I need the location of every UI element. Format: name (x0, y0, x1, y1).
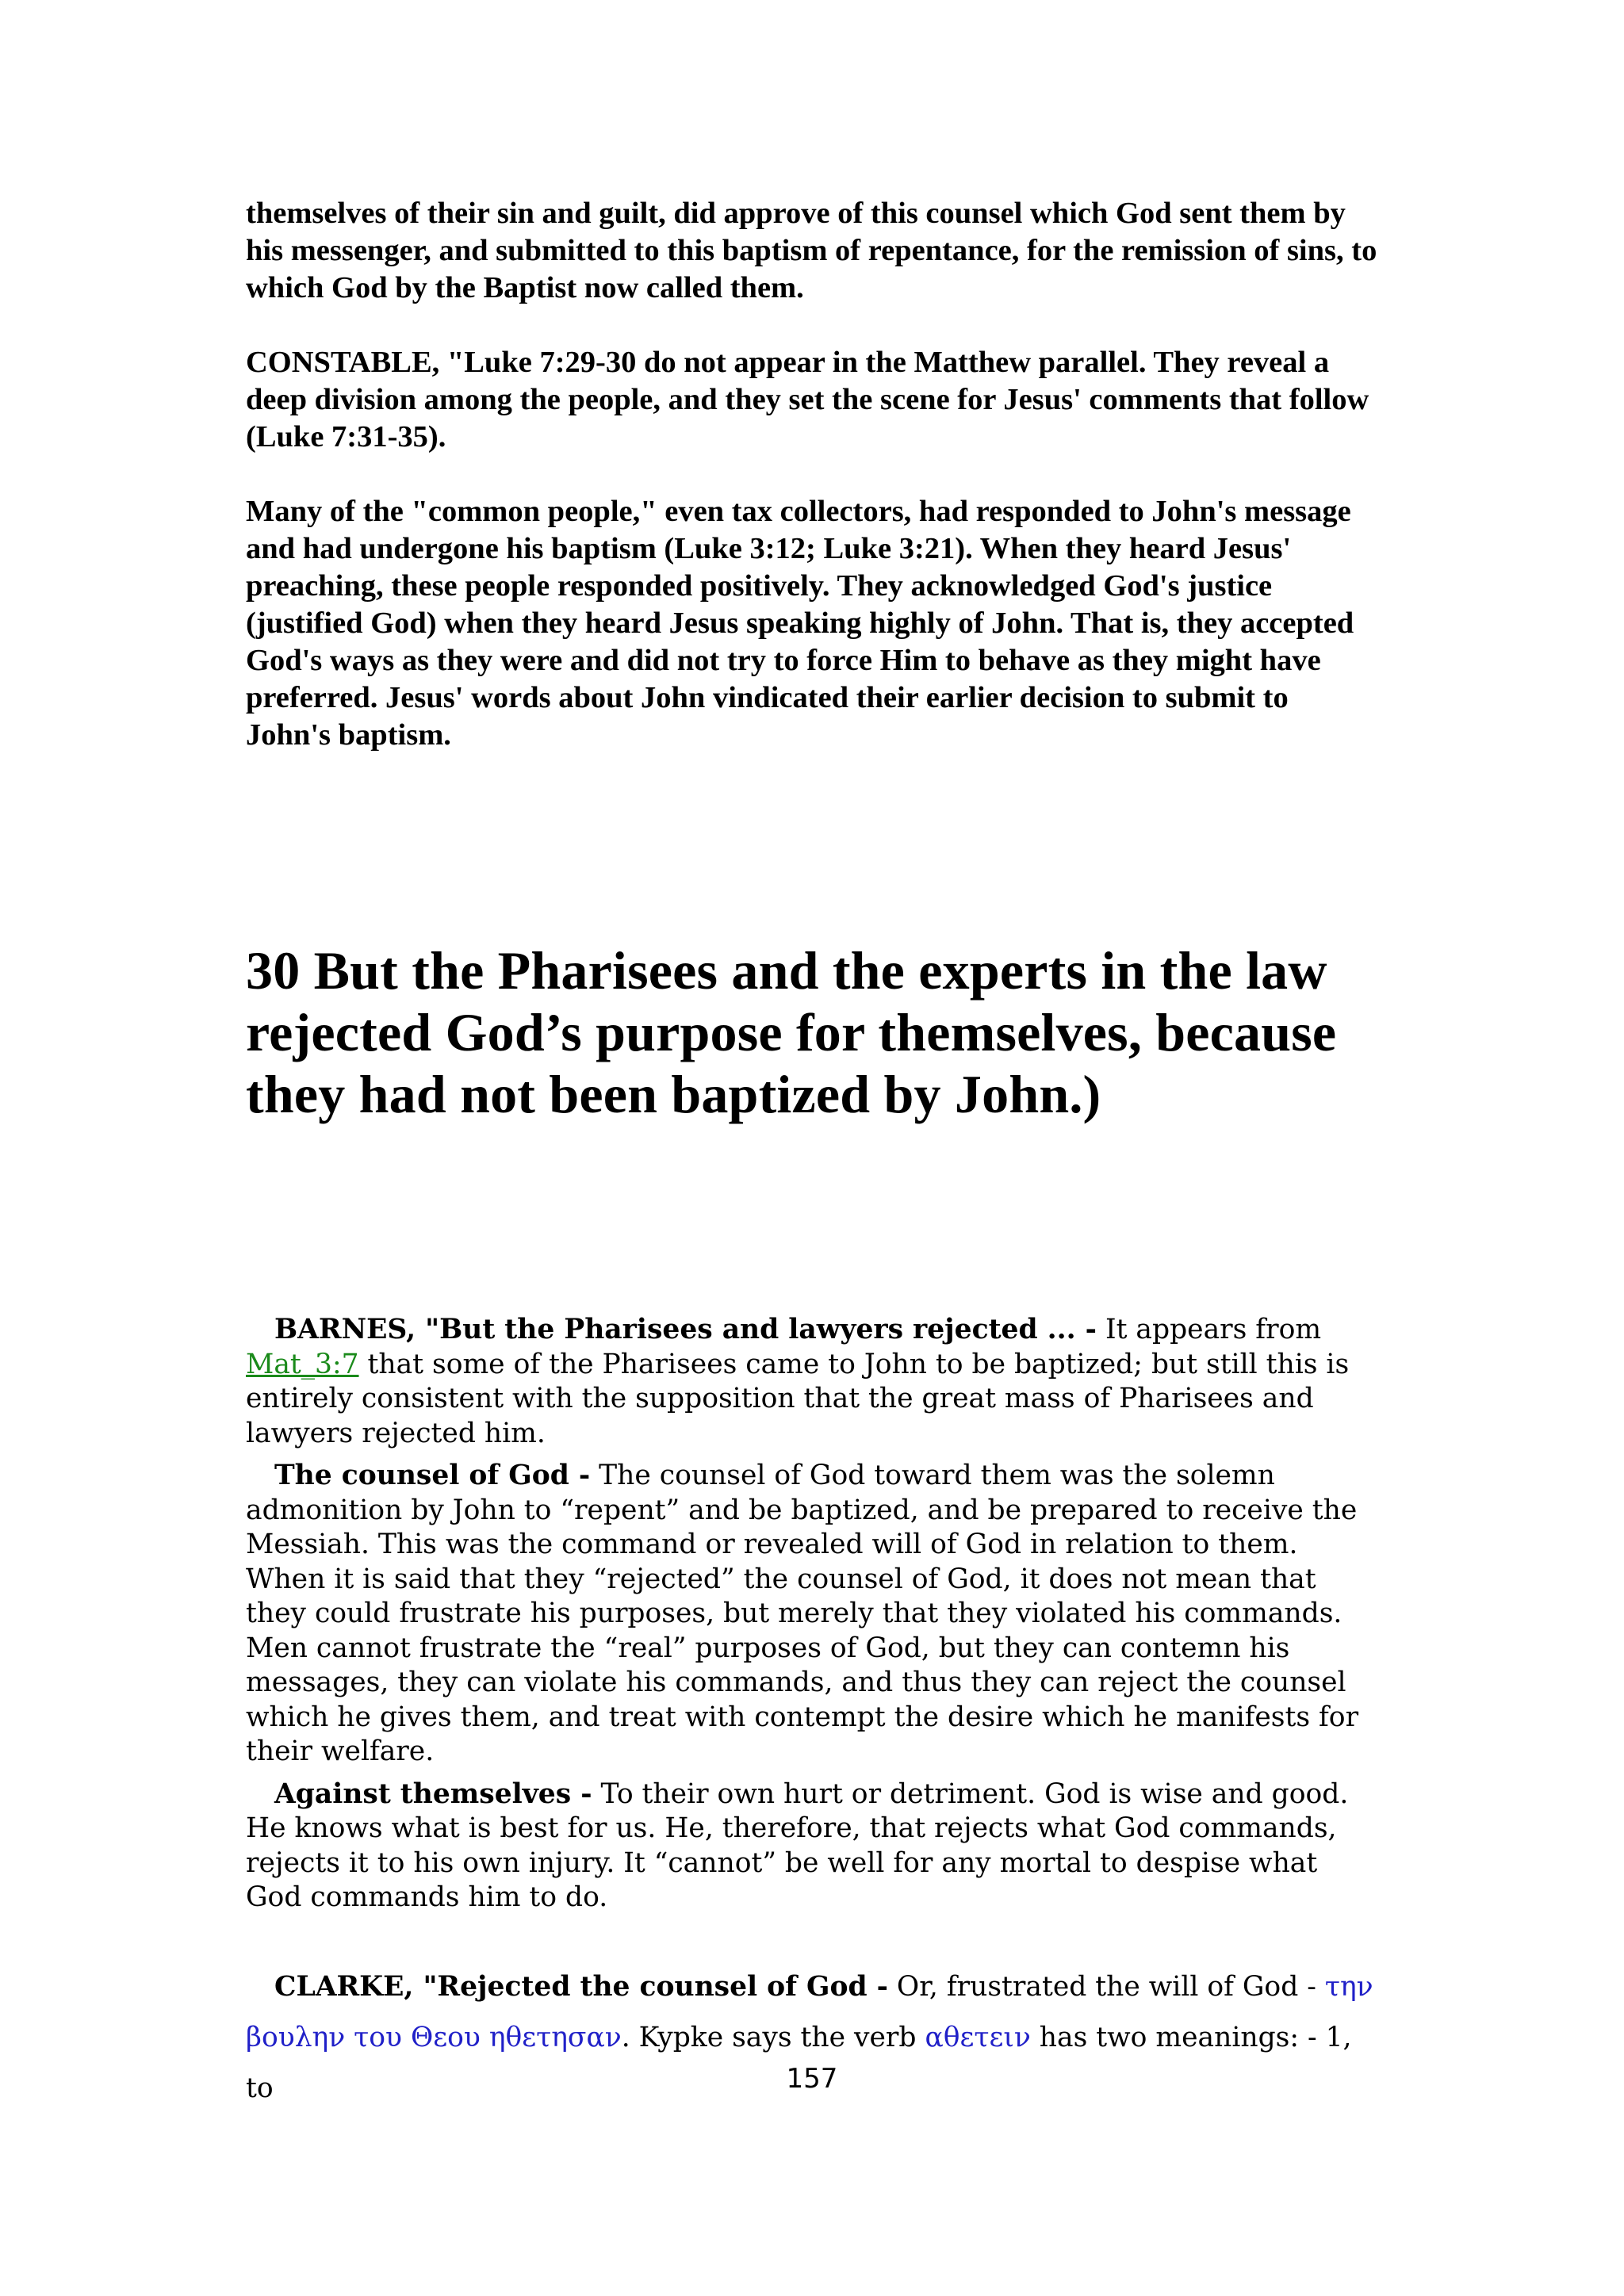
commentary-paragraph: themselves of their sin and guilt, did approve of this counsel which God sent them by his messenger, and submitted to this baptism of repentance, for the remission of sins, to which God by the Baptist now called them. (246, 197, 1377, 304)
barnes-comment-against (246, 1777, 1380, 1915)
comment-text: It appears from (1097, 1314, 1322, 1345)
comment-text: Or, frustrated the will of God - (887, 1970, 1325, 2003)
comment-lead: BARNES, "But the Pharisees and lawyers rejected ... - (274, 1314, 1097, 1345)
comment-text: To their own hurt or detriment. God is wise and good. He knows what is best for us. He, therefore, that rejects what God commands, rejects it to his own injury. It “cannot” be well for any mortal to despise what God commands him to do. (246, 1777, 1349, 1913)
barnes-comment (246, 1313, 1380, 1451)
comment-text: The counsel of God toward them was the solemn admonition by John to “repent” and be baptized, and be prepared to receive the Messiah. This was the command or revealed will of God in relation to them. When it is said that they “rejected” the counsel of God, it does not mean that they could frustrate his purposes, but merely that they violated his commands. Men cannot frustrate the “real” purposes of God, but they can contemn his messages, they can violate his commands, and thus they can reject the counsel which he gives them, and treat with contempt the desire which he manifests for their welfare. (246, 1460, 1359, 1767)
constable-paragraph: CONSTABLE, "Luke 7:29-30 do not appear in the Matthew parallel. They reveal a deep division among the people, and they set the scene for Jesus' comments that follow (Luke 7:31-35). (246, 346, 1369, 453)
greek-text: αθετειν (925, 2021, 1031, 2053)
barnes-comment-counsel (246, 1459, 1380, 1770)
comment-text: . Kypke says the verb (621, 2021, 925, 2053)
scripture-reference-link[interactable]: Mat_3:7 (246, 1348, 359, 1380)
comment-lead: CLARKE, "Rejected the counsel of God - (274, 1970, 888, 2003)
comment-text: has two meanings: - 1, to (246, 2021, 1352, 2104)
comment-lead: The counsel of God - (274, 1460, 591, 1491)
verse-heading: 30 But the Pharisees and the experts in the law rejected God’s purpose for themselves, because they had not been baptized by John.) (246, 940, 1337, 1124)
comment-lead: Against themselves - (274, 1777, 592, 1810)
page-content (246, 195, 1380, 2114)
greek-text: την βουλην του Θεου ηθετησαν (246, 1970, 1373, 2053)
page-number: 157 (786, 2063, 838, 2095)
commentary-paragraph: Many of the "common people," even tax collectors, had responded to John's message and had undergone his baptism (Luke 3:12; Luke 3:21). When they heard Jesus' preaching, these people responded positively. They acknowledged God's justice (justified God) when they heard Jesus speaking highly of John. That is, they accepted God's ways as they were and did not try to force Him to behave as they might have preferred. Jesus' words about John vindicated their earlier decision to submit to John's baptism. (246, 495, 1354, 752)
comment-text: that some of the Pharisees came to John to be baptized; but still this is entirely consistent with the supposition that the great mass of Pharisees and lawyers rejected him. (246, 1348, 1350, 1449)
